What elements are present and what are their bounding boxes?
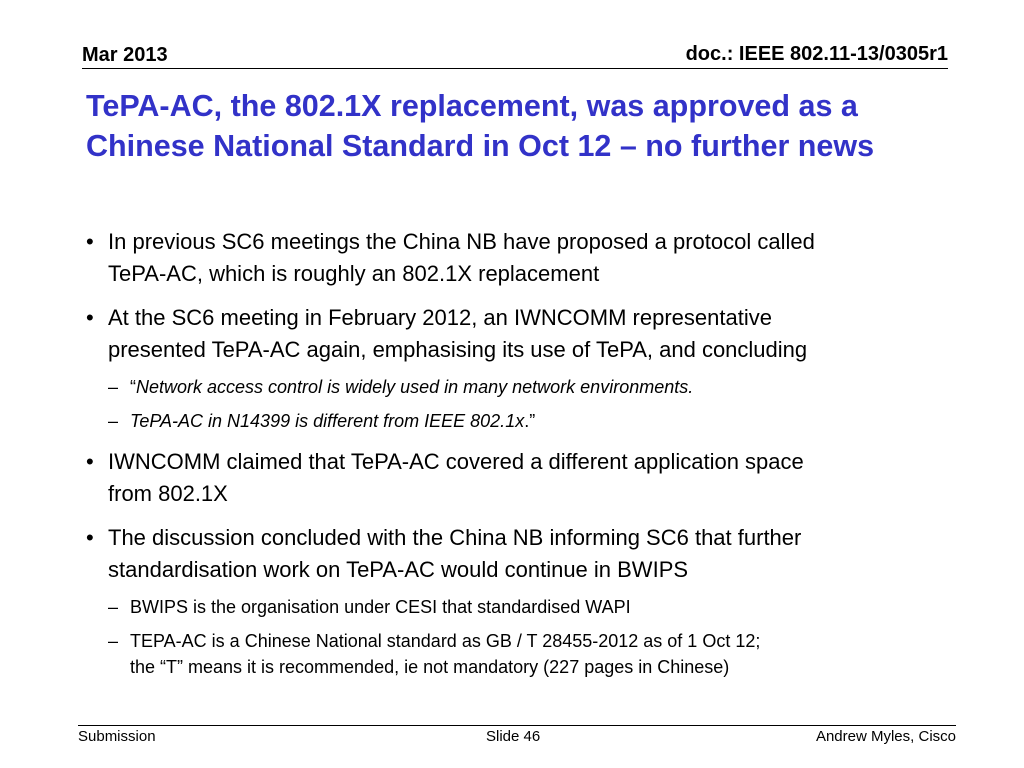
sub-bullet-line: BWIPS is the organisation under CESI that standardised WAPI (130, 597, 631, 617)
bullet-line: IWNCOMM claimed that TePA-AC covered a different application space (108, 449, 804, 474)
bullet-line: In previous SC6 meetings the China NB have proposed a protocol called (108, 229, 815, 254)
header-date: Mar 2013 (82, 44, 168, 66)
sub-bullet-item (108, 628, 956, 680)
footer-slide-number: Slide 46 (486, 728, 541, 745)
footer-rule (78, 725, 956, 726)
sub-bullet-line: the “T” means it is recommended, ie not mandatory (227 pages in Chinese) (130, 657, 730, 677)
bullet-item (86, 522, 956, 586)
bullet-line: presented TePA-AC again, emphasising its use of TePA, and concluding (108, 337, 808, 362)
bullet-line: At the SC6 meeting in February 2012, an IWNCOMM representative (108, 305, 772, 330)
header-doc-id: doc.: IEEE 802.11-13/0305r1 (685, 43, 948, 65)
sub-bullet-line: TEPA-AC is a Chinese National standard as GB / T 28455-2012 as of 1 Oct 12; (130, 631, 761, 651)
slide-title-line-1: TePA-AC, the 802.1X replacement, was approved as a (86, 89, 858, 123)
quote-open: “ (130, 377, 136, 397)
sub-bullet-line (130, 374, 956, 400)
sub-bullet-marker: – (108, 631, 119, 651)
bullet-line: standardisation work on TePA-AC would continue in BWIPS (108, 557, 689, 582)
sub-bullet-item (108, 374, 956, 400)
sub-bullet-marker: – (108, 597, 119, 617)
bullet-item (86, 226, 956, 290)
bullet-item (86, 446, 956, 510)
sub-bullet-marker: – (108, 377, 119, 397)
quote-close: .” (524, 411, 536, 431)
bullet-item (86, 302, 956, 366)
bullet-line: The discussion concluded with the China NB informing SC6 that further (108, 525, 802, 550)
footer-author: Andrew Myles, Cisco (815, 728, 956, 745)
sub-bullet-marker: – (108, 411, 119, 431)
footer-submission: Submission (78, 728, 156, 745)
bullet-marker: • (86, 449, 94, 474)
quote-text: Network access control is widely used in many network environments. (136, 377, 694, 397)
bullet-line: from 802.1X (108, 481, 228, 506)
quote-text: TePA-AC in N14399 is different from IEEE 802.1x (130, 411, 525, 431)
slide-body (86, 226, 956, 680)
header-rule (82, 68, 948, 69)
bullet-line: TePA-AC, which is roughly an 802.1X replacement (108, 261, 600, 286)
slide-title-line-2: Chinese National Standard in Oct 12 – no further news (86, 129, 875, 163)
sub-bullet-line (130, 408, 956, 434)
sub-bullet-item (108, 408, 956, 434)
bullet-marker: • (86, 305, 94, 330)
sub-bullet-item (108, 594, 956, 620)
slide-title (86, 86, 986, 166)
bullet-marker: • (86, 229, 94, 254)
bullet-marker: • (86, 525, 94, 550)
